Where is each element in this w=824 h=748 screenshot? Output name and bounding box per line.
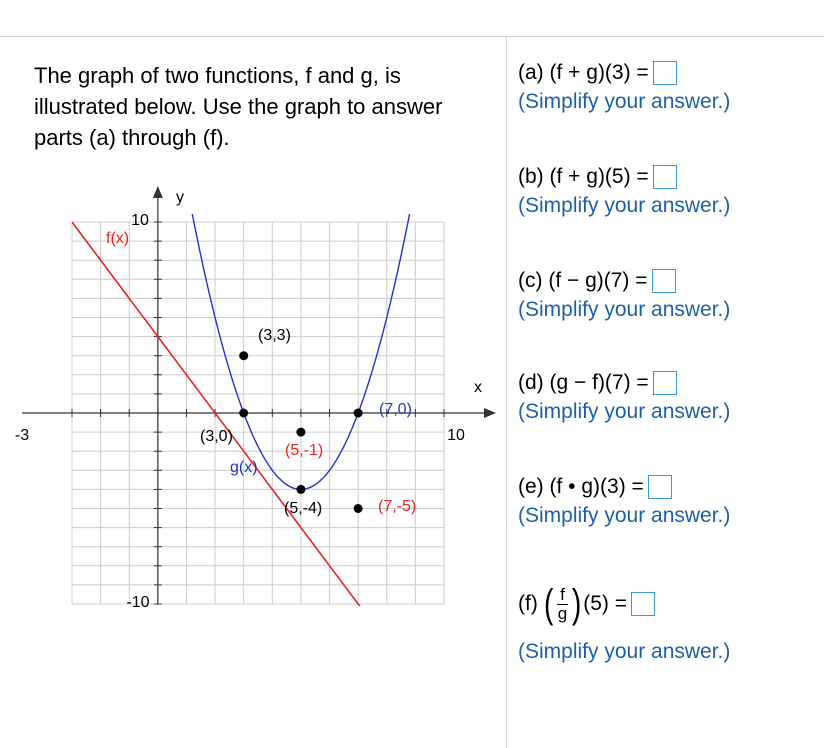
part-b-hint: (Simplify your answer.) <box>518 194 731 217</box>
part-c-hint: (Simplify your answer.) <box>518 298 731 321</box>
fraction-denominator: g <box>557 603 568 623</box>
point-dot-3 <box>296 485 305 494</box>
point-dot-5 <box>354 504 363 513</box>
part-e-hint: (Simplify your answer.) <box>518 504 731 527</box>
part-e <box>518 472 730 528</box>
part-d-hint: (Simplify your answer.) <box>518 400 731 423</box>
x-min-label: -3 <box>14 427 30 444</box>
f-curve-label: f(x) <box>106 230 130 247</box>
point-label-7-neg5: (7,-5) <box>378 498 417 515</box>
x-max-label: 10 <box>447 427 465 444</box>
part-c-answer-box[interactable] <box>652 269 676 293</box>
part-d-answer-box[interactable] <box>653 371 677 395</box>
point-dot-1 <box>239 409 248 418</box>
point-dot-4 <box>354 409 363 418</box>
point-label-5-neg4: (5,-4) <box>284 500 323 517</box>
part-e-prompt: (e) (f • g)(3) = <box>518 475 644 498</box>
part-b <box>518 162 730 218</box>
part-f-answer-box[interactable] <box>631 592 655 616</box>
fraction-numerator: f <box>557 586 568 605</box>
x-axis-label: x <box>474 379 482 396</box>
point-label-5-neg1: (5,-1) <box>285 442 324 459</box>
point-label-3-0: (3,0) <box>200 428 233 445</box>
part-f-hint: (Simplify your answer.) <box>518 640 731 663</box>
part-a-hint: (Simplify your answer.) <box>518 90 731 113</box>
point-dot-2 <box>296 428 305 437</box>
part-e-answer-box[interactable] <box>648 475 672 499</box>
problem-statement: The graph of two functions, f and g, is illustrated below. Use the graph to answer parts (a) through (f). <box>34 63 443 150</box>
x-axis-arrow <box>484 408 496 418</box>
part-f-prompt: (f) <box>518 592 538 615</box>
g-curve-label: g(x) <box>230 459 258 476</box>
part-f <box>518 580 730 664</box>
right-paren: ) <box>571 582 582 626</box>
part-a <box>518 58 730 114</box>
part-d <box>518 368 730 424</box>
point-dot-0 <box>239 351 248 360</box>
part-b-answer-box[interactable] <box>653 165 677 189</box>
part-a-answer-box[interactable] <box>653 61 677 85</box>
graph-axes <box>22 186 496 604</box>
column-divider <box>506 37 507 748</box>
part-b-prompt: (b) (f + g)(5) = <box>518 165 649 188</box>
part-a-prompt: (a) (f + g)(3) = <box>518 61 649 84</box>
point-label-3-3: (3,3) <box>258 327 291 344</box>
f-over-g-fraction <box>557 586 568 623</box>
part-c <box>518 266 730 322</box>
part-f-suffix: (5) = <box>583 592 627 615</box>
y-axis-arrow <box>153 186 163 198</box>
y-min-label: -10 <box>126 594 150 611</box>
point-label-7-0: (7,0) <box>379 401 412 418</box>
y-max-label: 10 <box>131 212 149 229</box>
part-c-prompt: (c) (f − g)(7) = <box>518 269 648 292</box>
left-paren: ( <box>543 582 554 626</box>
y-axis-label: y <box>176 189 184 206</box>
part-d-prompt: (d) (g − f)(7) = <box>518 371 649 394</box>
